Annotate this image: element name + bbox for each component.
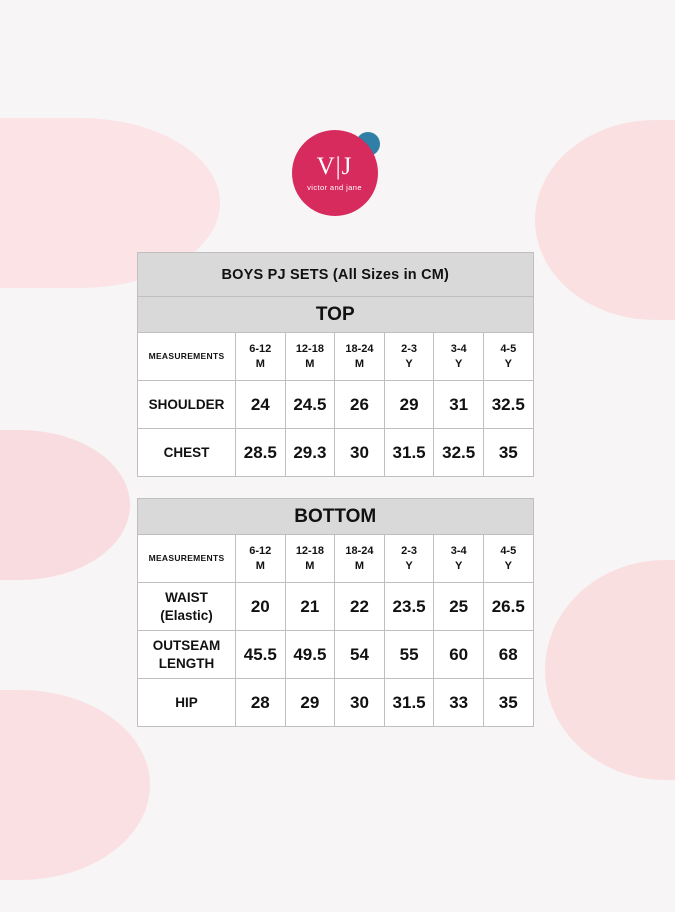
cell-shoulder-4: 31 [434,381,484,429]
table-row [138,583,534,631]
size-col-4: 3-4 Y [434,535,484,583]
size-col-5: 4-5 Y [483,333,533,381]
size-col-1: 12-18 M [285,535,335,583]
cell-outseam-3: 55 [384,631,434,679]
cell-waist-3: 23.5 [384,583,434,631]
cell-chest-4: 32.5 [434,429,484,477]
cell-waist-0: 20 [236,583,286,631]
row-label-waist: WAIST (Elastic) [138,583,236,631]
cell-shoulder-5: 32.5 [483,381,533,429]
cell-hip-2: 30 [335,679,385,727]
cell-waist-2: 22 [335,583,385,631]
section-title-bottom: BOTTOM [138,499,534,535]
cell-hip-3: 31.5 [384,679,434,727]
cell-outseam-4: 60 [434,631,484,679]
size-col-2: 18-24 M [335,333,385,381]
size-col-3: 2-3 Y [384,333,434,381]
measurements-header: MEASUREMENTS [138,535,236,583]
section-header-row [138,297,534,333]
cell-chest-0: 28.5 [236,429,286,477]
size-table-top [137,252,534,477]
table-title-row [138,253,534,297]
page-title: BOYS PJ SETS (All Sizes in CM) [138,253,534,297]
table-row [138,679,534,727]
row-label-outseam-length: OUTSEAM LENGTH [138,631,236,679]
table-header-row [138,535,534,583]
background-blob-bottom-left [0,690,150,880]
size-col-1: 12-18 M [285,333,335,381]
cell-chest-2: 30 [335,429,385,477]
cell-chest-1: 29.3 [285,429,335,477]
measurements-header: MEASUREMENTS [138,333,236,381]
cell-shoulder-0: 24 [236,381,286,429]
size-col-3: 2-3 Y [384,535,434,583]
row-label-hip: HIP [138,679,236,727]
section-header-row [138,499,534,535]
size-chart-top [137,252,533,477]
cell-chest-3: 31.5 [384,429,434,477]
cell-outseam-5: 68 [483,631,533,679]
size-col-2: 18-24 M [335,535,385,583]
table-header-row [138,333,534,381]
cell-hip-4: 33 [434,679,484,727]
logo-monogram: V|J [316,153,353,180]
section-title-top: TOP [138,297,534,333]
cell-hip-0: 28 [236,679,286,727]
size-col-5: 4-5 Y [483,535,533,583]
table-row [138,631,534,679]
cell-hip-1: 29 [285,679,335,727]
logo-tagline: victor and jane [307,183,362,192]
size-col-0: 6-12 M [236,535,286,583]
background-blob-middle-left [0,430,130,580]
table-row [138,429,534,477]
table-row [138,381,534,429]
cell-waist-1: 21 [285,583,335,631]
row-label-shoulder: SHOULDER [138,381,236,429]
row-label-chest: CHEST [138,429,236,477]
cell-waist-5: 26.5 [483,583,533,631]
cell-outseam-0: 45.5 [236,631,286,679]
logo-circle-icon [292,130,378,216]
size-chart-bottom [137,498,533,727]
background-blob-middle-right [545,560,675,780]
cell-hip-5: 35 [483,679,533,727]
size-col-0: 6-12 M [236,333,286,381]
cell-shoulder-2: 26 [335,381,385,429]
cell-waist-4: 25 [434,583,484,631]
cell-shoulder-1: 24.5 [285,381,335,429]
cell-outseam-1: 49.5 [285,631,335,679]
size-table-bottom [137,498,534,727]
brand-logo [0,130,675,222]
cell-chest-5: 35 [483,429,533,477]
cell-outseam-2: 54 [335,631,385,679]
cell-shoulder-3: 29 [384,381,434,429]
size-col-4: 3-4 Y [434,333,484,381]
